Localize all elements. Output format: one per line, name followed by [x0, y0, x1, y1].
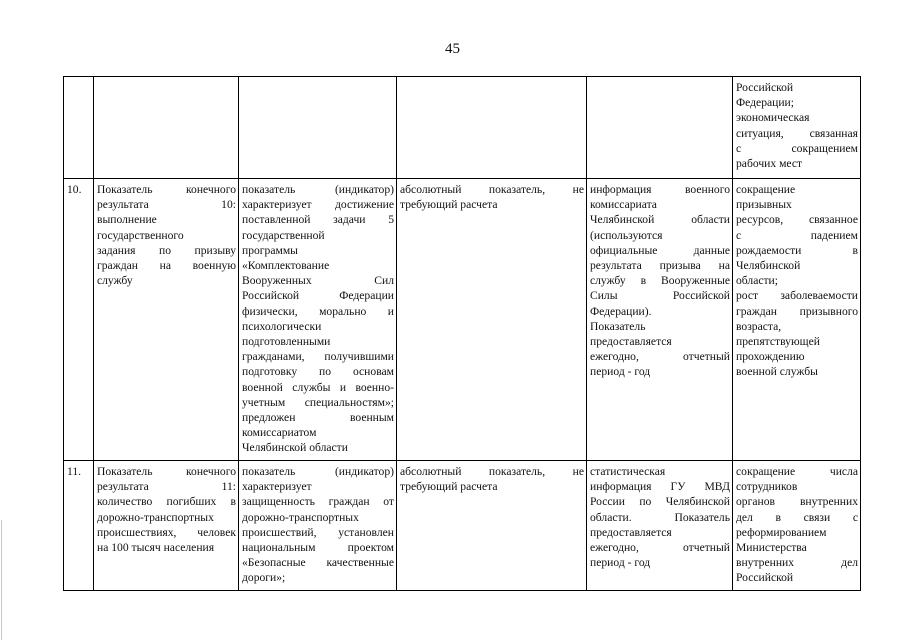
text-line: граждан на военную [97, 259, 236, 273]
indicator-name-cell [94, 461, 239, 591]
indicator-name-cell [94, 179, 239, 461]
text-line: период - год [590, 556, 651, 570]
indicator-definition-cell [239, 77, 397, 179]
text-line: военной службы [736, 365, 818, 379]
data-source-cell [587, 179, 733, 461]
text-line: дорожно-транспортных [242, 510, 359, 524]
text-line: препятствующей [736, 335, 820, 349]
text-line: Челябинской [736, 259, 801, 273]
text-line: требующий расчета [400, 480, 498, 494]
text-line: внутренних дел [736, 556, 858, 570]
text-line: Показатель [590, 319, 646, 333]
table-row [64, 179, 861, 461]
text-line: физически, морально и [242, 304, 394, 318]
text-line: государственного [97, 228, 184, 242]
text-line: комиссариата [590, 198, 657, 212]
text-line: поставленной задачи 5 [242, 213, 394, 227]
text-line: граждан призывного [736, 304, 858, 318]
text-line: национальным проектом [242, 541, 394, 555]
text-line: требующий расчета [400, 198, 498, 212]
text-line: Российской Федерации [242, 289, 394, 303]
text-line: призывных [736, 198, 792, 212]
text-line: органов внутренних [736, 495, 858, 509]
calculation-method-cell [397, 77, 587, 179]
text-line: предоставляется [590, 335, 672, 349]
text-line: «Комплектование [242, 259, 330, 273]
indicator-definition-cell [239, 179, 397, 461]
text-line: военной службы и военно- [242, 380, 394, 394]
indicators-table [63, 76, 861, 591]
text-line: происшествий, установлен [242, 525, 394, 539]
text-line: показатель (индикатор) [242, 465, 394, 478]
text-line: официальные данные [590, 243, 730, 257]
text-line: службу [97, 274, 133, 288]
text-line: период - год [590, 365, 651, 379]
calculation-method-cell [397, 461, 587, 591]
text-line: рост заболеваемости [736, 289, 858, 303]
text-line: государственной [242, 228, 325, 242]
text-line: рождаемости в [736, 243, 858, 257]
scan-edge-line [1, 520, 2, 640]
text-line: результата 10: [97, 198, 236, 212]
data-source-cell [587, 461, 733, 591]
factors-cell [733, 179, 861, 461]
text-line: Министерства [736, 541, 807, 555]
text-line: информация военного [590, 183, 730, 196]
text-line: Показатель конечного [97, 465, 236, 478]
text-line: Российской [736, 571, 794, 585]
row-number-cell: 11. [64, 461, 94, 591]
text-line: статистическая [590, 465, 666, 478]
text-line: реформированием [736, 525, 827, 539]
factors-cell [733, 77, 861, 179]
text-line: области. Показатель [590, 510, 730, 524]
data-source-cell [587, 77, 733, 179]
page-number: 45 [445, 41, 460, 57]
text-line: «Безопасные качественные [242, 556, 394, 570]
text-line: гражданами, получившими [242, 350, 394, 364]
text-line: предложен военным [242, 411, 394, 425]
row-number-cell: 10. [64, 179, 94, 461]
text-line: информация ГУ МВД [590, 480, 730, 494]
text-line: рабочих мест [736, 157, 803, 171]
text-line: подготовку по основам [242, 365, 394, 379]
text-line: области; [736, 274, 778, 288]
text-line: Силы Российской [590, 289, 730, 303]
row-number-cell [64, 77, 94, 179]
table-row [64, 77, 861, 179]
text-line: с сокращением [736, 141, 858, 155]
text-line: сокращение [736, 183, 796, 196]
table-body [64, 77, 861, 591]
text-line: результата призыва на [590, 259, 730, 273]
text-line: ситуация, связанная [736, 126, 858, 140]
text-line: характеризует достижение [242, 198, 394, 212]
text-line: дорожно-транспортных [97, 510, 214, 524]
text-line: Федерации; [736, 96, 794, 110]
text-line: дороги»; [242, 571, 286, 585]
text-line: (используются [590, 228, 663, 242]
text-line: возраста, [736, 319, 782, 333]
text-line: характеризует [242, 480, 312, 494]
text-line: Челябинской области [590, 213, 730, 227]
text-line: подготовленными [242, 335, 331, 349]
text-line: предоставляется [590, 525, 672, 539]
text-line: результата 11: [97, 480, 236, 494]
factors-cell [733, 461, 861, 591]
text-line: прохождению [736, 350, 805, 364]
text-line: абсолютный показатель, не [400, 465, 584, 478]
text-line: показатель (индикатор) [242, 183, 394, 196]
text-line: психологически [242, 319, 322, 333]
text-line: учетным специальностям»; [242, 395, 394, 409]
text-line: России по Челябинской [590, 495, 730, 509]
text-line: количество погибших в [97, 495, 236, 509]
text-line: Вооруженных Сил [242, 274, 394, 288]
text-line: программы [242, 243, 298, 257]
text-line: службу в Вооруженные [590, 274, 730, 288]
text-line: задания по призыву [97, 243, 236, 257]
text-line: экономическая [736, 111, 810, 125]
table-row [64, 461, 861, 591]
indicator-name-cell [94, 77, 239, 179]
text-line: Показатель конечного [97, 183, 236, 196]
text-line: с падением [736, 228, 858, 242]
text-line: дел в связи с [736, 510, 858, 524]
text-line: сокращение числа [736, 465, 858, 478]
text-line: ежегодно, отчетный [590, 350, 730, 364]
text-line: абсолютный показатель, не [400, 183, 584, 196]
text-line: на 100 тысяч населения [97, 541, 215, 555]
text-line: происшествиях, человек [97, 525, 236, 539]
text-line: ресурсов, связанное [736, 213, 858, 227]
text-line: ежегодно, отчетный [590, 541, 730, 555]
text-line: Российской [736, 81, 794, 94]
text-line: комиссариатом [242, 426, 317, 440]
text-line: Челябинской области [242, 441, 348, 455]
text-line: Федерации). [590, 304, 652, 318]
text-line: сотрудников [736, 480, 798, 494]
indicator-definition-cell [239, 461, 397, 591]
text-line: выполнение [97, 213, 157, 227]
text-line: защищенность граждан от [242, 495, 394, 509]
calculation-method-cell [397, 179, 587, 461]
